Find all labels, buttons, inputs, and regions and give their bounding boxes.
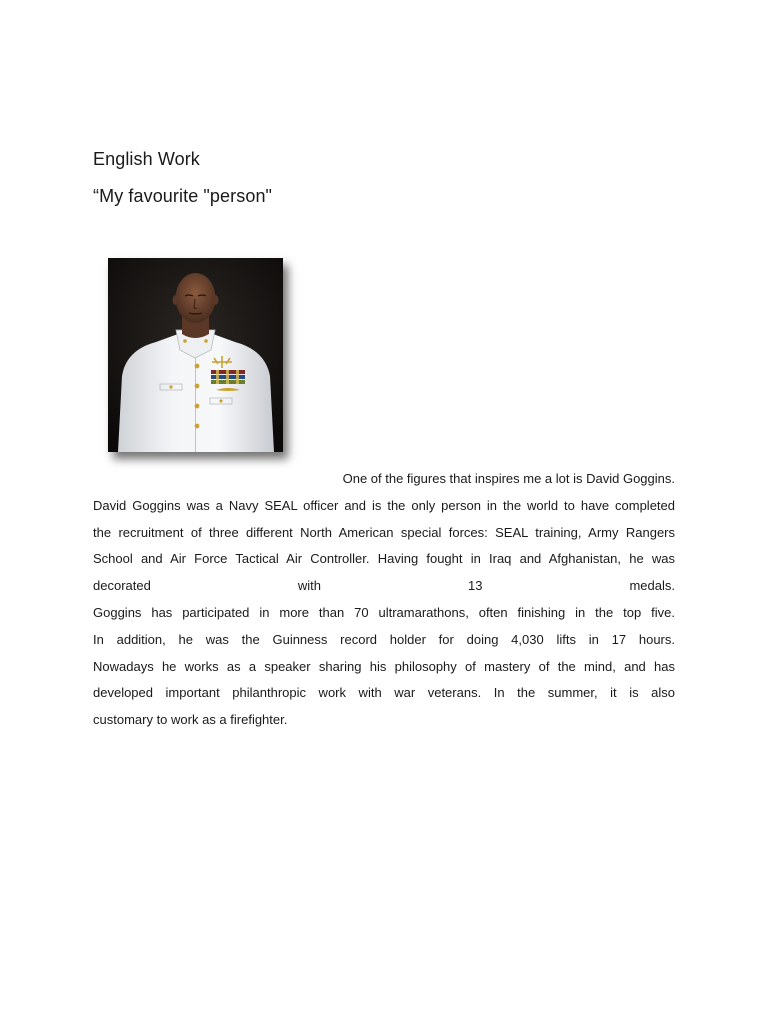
text-line: decorated with 13 medals.	[93, 578, 675, 594]
document-subtitle: “My favourite "person"	[93, 186, 273, 206]
text-line: School and Air Force Tactical Air Controller. Having fought in Iraq and Afghanistan, he was	[93, 551, 675, 567]
text-line: Goggins has participated in more than 70 ultramarathons, often finishing in the top five.	[93, 604, 675, 620]
text-line: David Goggins was a Navy SEAL officer and is the only person in the world to have completed	[93, 497, 675, 513]
document-title: English Work	[93, 149, 200, 169]
portrait-illustration	[108, 258, 283, 452]
text-line: customary to work as a firefighter.	[93, 712, 288, 728]
text-line: In addition, he was the Guinness record holder for doing 4,030 lifts in 17 hours.	[93, 631, 675, 647]
text-line: developed important philanthropic work with war veterans. In the summer, it is also	[93, 685, 675, 701]
text-line: One of the figures that inspires me a lot is David Goggins.	[342, 471, 675, 486]
text-line: Nowadays he works as a speaker sharing his philosophy of mastery of the mind, and has	[93, 658, 675, 674]
text-line: the recruitment of three different North American special forces: SEAL training, Army Rangers	[93, 524, 675, 540]
portrait-photo	[108, 258, 283, 452]
body-text	[93, 466, 675, 734]
